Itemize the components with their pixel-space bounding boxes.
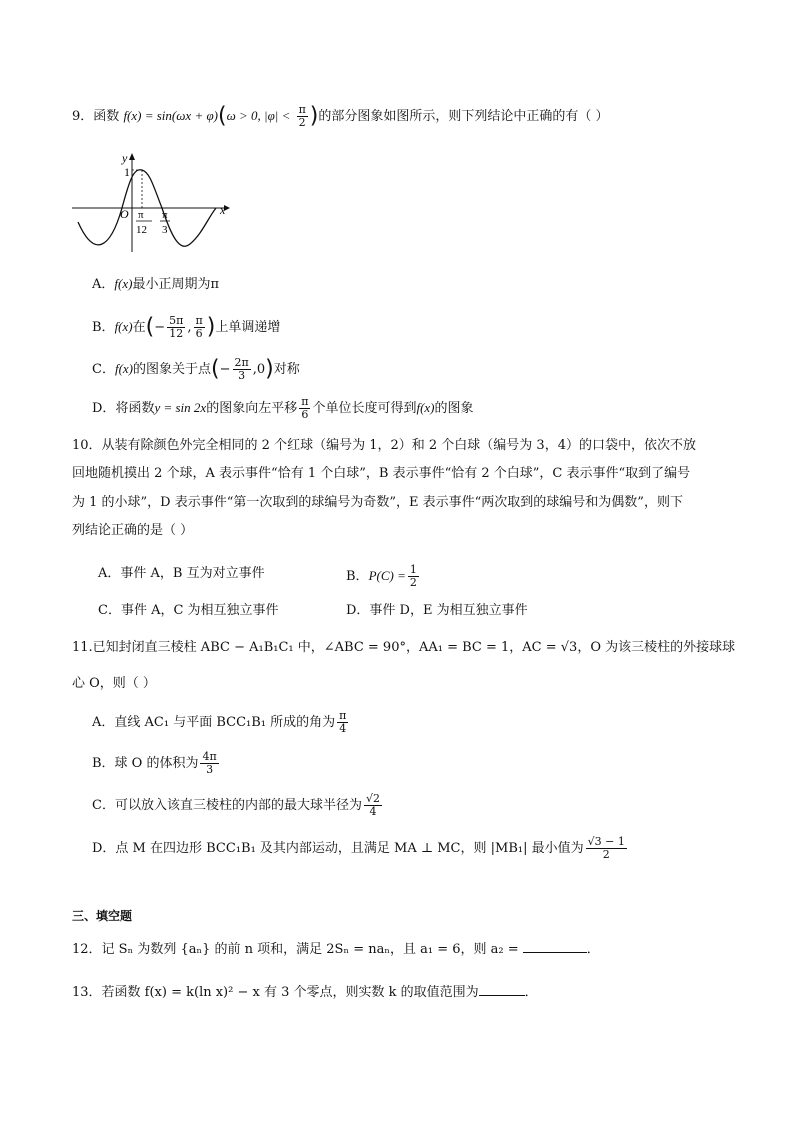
tick2-den: 3 bbox=[162, 224, 168, 236]
one-label: 1 bbox=[124, 165, 130, 179]
q11-line1: 11.已知封闭直三棱柱 ABC − A₁B₁C₁ 中，∠ABC = 90°，AA₁ = BC = 1，AC = √3，O 为该三棱柱的外接球球 bbox=[72, 640, 736, 655]
q10-line1: 10．从装有除颜色外完全相同的 2 个红球（编号为 1，2）和 2 个白球（编号为 3，4）的口袋中，依次不放 bbox=[72, 438, 696, 453]
tick1-den: 12 bbox=[136, 224, 147, 236]
q13-answer-blank[interactable] bbox=[479, 983, 525, 996]
q10-line2: 回地随机摸出 2 个球，A 表示事件“恰有 1 个白球”，B 表示事件“恰有 2 个白球”，C 表示事件“取到了编号 bbox=[72, 466, 691, 481]
tick1-num: π bbox=[138, 209, 144, 221]
q11-line2: 心 O，则（ ） bbox=[72, 676, 156, 691]
q9-option-a: A．f(x)最小正周期为π bbox=[92, 276, 219, 292]
q9-option-b: B．f(x)在(− $\frac{5\pi}{12}$ , $\frac{\pi}{6}$ )上单调递增 bbox=[92, 314, 281, 340]
q12: 12．记 Sₙ 为数列 {aₙ} 的前 n 项和，满足 2Sₙ = naₙ，且 a₁ = 6，则 a₂ = ． bbox=[72, 942, 600, 957]
q13: 13．若函数 f(x) = k(ln x)² − x 有 3 个零点，则实数 k 的取值范围为 ． bbox=[72, 985, 538, 1000]
x-label: x bbox=[220, 203, 226, 217]
q9-stem: 9．函数 f(x) = sin(ωx + φ)(ω > 0, |φ| < $\frac{\pi}{2}$ )的部分图象如图所示，则下列结论中正确的有（ ） bbox=[72, 103, 609, 129]
q10-line4: 列结论正确的是（ ） bbox=[72, 523, 194, 538]
y-axis-arrow bbox=[129, 153, 135, 160]
q9-option-d: D．将函数y = sin 2x的图象向左平移 $\frac{\pi}{6}$ 个单位长度可得到f(x)的图象 bbox=[92, 395, 474, 421]
q10-option-b: B．P(C) = $\frac{1}{2}$ bbox=[346, 563, 417, 589]
q10-option-a: A．事件 A，B 互为对立事件 bbox=[98, 566, 265, 581]
q11-option-b: B．球 O 的体积为 $\frac{4\pi}{3}$ bbox=[92, 750, 217, 776]
q9-option-c: C．f(x)的图象关于点(− $\frac{2\pi}{3}$ ,0)对称 bbox=[92, 356, 300, 382]
q10-line3: 为 1 的小球”，D 表示事件“第一次取到的球编号为奇数”，E 表示事件“两次取到的球编号和为偶数”，则下 bbox=[72, 495, 683, 510]
q10-option-c: C．事件 A，C 为相互独立事件 bbox=[98, 603, 279, 618]
q11-option-d: D．点 M 在四边形 BCC₁B₁ 及其内部运动，且满足 MA ⊥ MC，则 |MB₁| 最小值为 $\frac{√3 - 1}{2}$ bbox=[92, 835, 625, 861]
q11-option-c: C．可以放入该直三棱柱的内部的最大球半径为 $\frac{√2}{4}$ bbox=[92, 792, 380, 818]
section-title: 三、填空题 bbox=[72, 909, 133, 923]
origin-label: O bbox=[120, 207, 129, 221]
q12-answer-blank[interactable] bbox=[523, 940, 587, 953]
y-label: y bbox=[122, 151, 128, 165]
q10-option-d: D．事件 D，E 为相互独立事件 bbox=[346, 603, 528, 618]
q9-sine-graph bbox=[70, 148, 240, 260]
tick2-num: π bbox=[162, 209, 168, 221]
q11-option-a: A．直线 AC₁ 与平面 BCC₁B₁ 所成的角为 $\frac{\pi}{4}$ bbox=[92, 709, 347, 735]
